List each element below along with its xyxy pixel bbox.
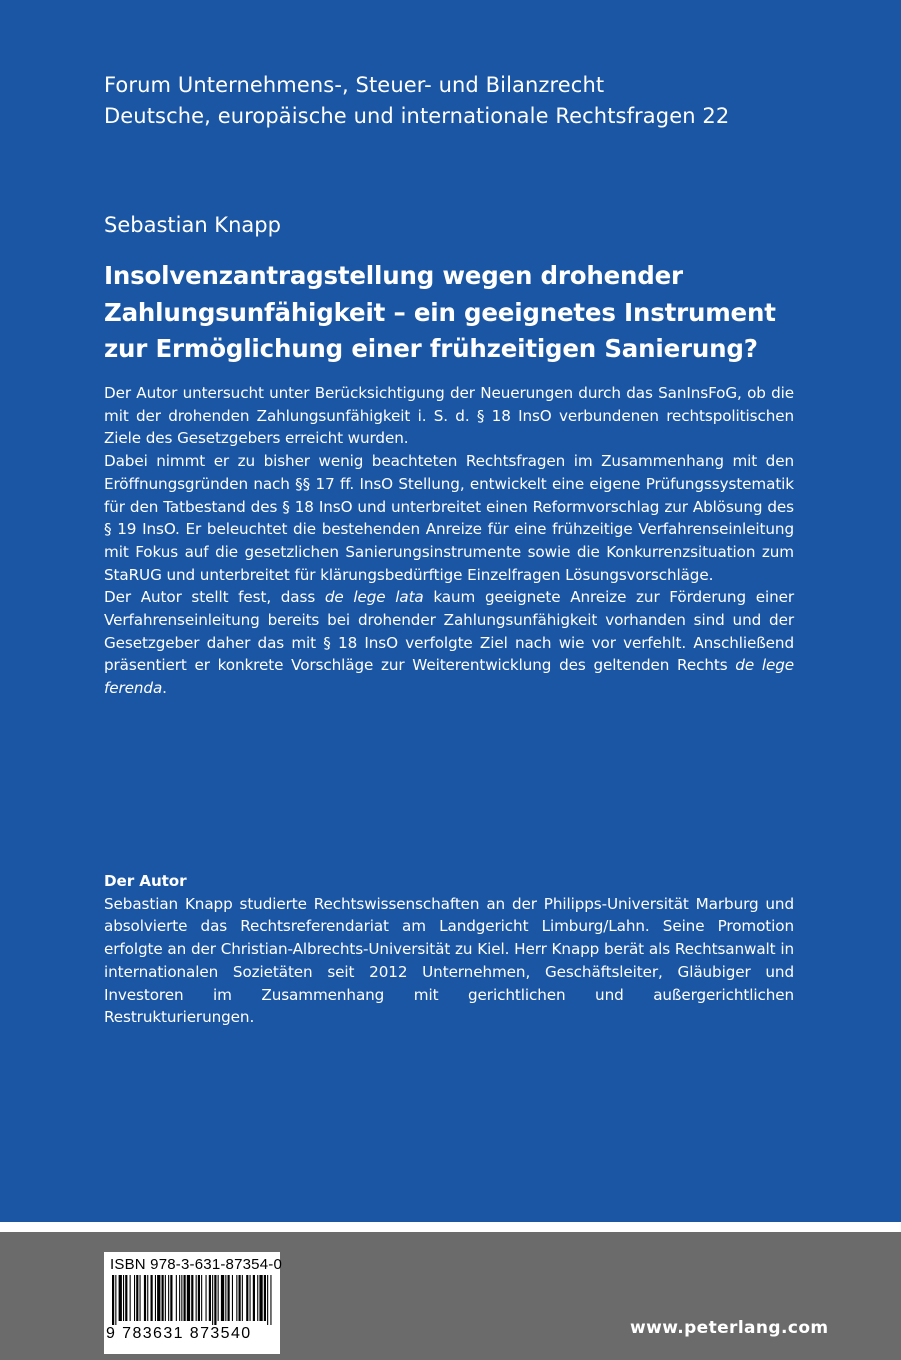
barcode-bar [136,1275,138,1321]
barcode-bar [232,1275,233,1321]
description-paragraph-2: Dabei nimmt er zu bisher wenig beachteten Rechtsfragen im Zusammenhang mit den Eröffnungsgründen nach §§ 17 ff. InsO Stellung, entwickelt eine eigene Prüfungssystematik für den Tatbestand des § 18 InsO und unterbreitet einen Reformvorschlag zur Ablösung des § 19 InsO. Er beleuchtet die bestehenden Anreize für eine frühzeitige Verfahrenseinleitung mit Fokus auf die gesetzlichen Sanierungsinstrumente sowie die Konkurrenzsituation zum StaRUG und unterbreitet für klärungsbedürftige Einzelfragen Lösungsvorschläge. [104,452,794,584]
barcode-bar [130,1275,131,1321]
barcode-bar [264,1275,266,1321]
barcode-bar [225,1275,226,1321]
publisher-website[interactable]: www.peterlang.com [630,1318,829,1338]
barcode-bar [165,1275,166,1321]
barcode-bar [212,1275,213,1325]
barcode-bar [181,1275,182,1321]
barcode-bar [214,1275,216,1325]
barcode-bar [155,1275,156,1321]
barcode-bar [187,1275,190,1321]
title-line-1: Insolvenzantragstellung wegen drohender [104,261,683,290]
barcode-bar [270,1275,271,1325]
author-name: Sebastian Knapp [104,213,281,237]
barcode-bar [140,1275,141,1321]
barcode-bar [209,1275,211,1321]
barcode-bar [184,1275,186,1321]
barcode-bar [179,1275,180,1321]
barcode-bar [236,1275,237,1321]
barcode-bar [267,1275,268,1325]
description-paragraph-3: Der Autor stellt fest, dass de lege lata kaum geeignete Anreize zur Förderung einer Verfahrenseinleitung bereits bei drohender Zahlungsunfähigkeit vorhanden sind und der Gesetzgeber daher das mit § 18 InsO verfolgte Ziel nach wie vor verfehlt. Anschließend präsentiert er konkrete Vorschläge zur Weiterentwicklung des geltenden Rechts de lege ferenda. [104,588,794,698]
description-paragraph-1: Der Autor untersucht unter Berücksichtigung der Neuerungen durch das SanInsFoG, ob die mit der drohenden Zahlungsunfähigkeit i. S. d. § 18 InsO verbundenen rechtspolitischen Ziele des Gesetzgebers erreicht wurden. [104,384,794,448]
latin-term: de lege ferenda [104,656,794,698]
barcode-bar [259,1275,262,1321]
barcode-bar [198,1275,200,1321]
barcode-bar [206,1275,207,1321]
barcode-bar [196,1275,197,1321]
barcode-bar [115,1275,116,1325]
barcode-bar [191,1275,193,1321]
barcode-bar [228,1275,230,1321]
barcode-bar [151,1275,153,1321]
barcode-bar [246,1275,248,1321]
barcode-bar [257,1275,258,1321]
barcode-bar [147,1275,148,1321]
barcode-bar [168,1275,169,1321]
about-author [104,870,794,1029]
barcode-bar [134,1275,135,1321]
barcode-bar [201,1275,202,1321]
about-author-text: Sebastian Knapp studierte Rechtswissenschaften an der Philipps-Universität Marburg und absolvierte das Rechtsreferendariat am Landgericht Limburg/Lahn. Seine Promotion erfolgte an der Christian-Albrechts-Universität zu Kiel. Herr Knapp berät als Rechtsanwalt in internationalen Sozietäten seit 2012 Unternehmen, Geschäftsleiter, Gläubiger und Investoren im Zusammenhang mit gerichtlichen und außergerichtlichen Restrukturierungen. [104,894,794,1027]
barcode-bar [125,1275,127,1321]
about-author-heading: Der Autor [104,872,187,890]
barcode-bar [239,1275,241,1321]
barcode-bar [162,1275,164,1321]
series-title [104,70,729,132]
series-line-2: Deutsche, europäische und internationale Rechtsfragen 22 [104,104,730,128]
barcode-bar [253,1275,255,1321]
book-description [104,382,794,700]
barcode-bar [242,1275,243,1321]
isbn-text: ISBN 978-3-631-87354-0 [110,1256,283,1273]
barcode-bar [221,1275,224,1321]
series-line-1: Forum Unternehmens-, Steuer- und Bilanzrecht [104,73,605,97]
barcode-bar [176,1275,177,1321]
barcode-bar [218,1275,219,1321]
barcode-bar [112,1275,114,1325]
title-line-2: Zahlungsunfähigkeit – ein geeignetes Instrument [104,297,776,327]
title-line-3: zur Ermöglichung einer frühzeitigen Sanierung? [104,334,758,363]
barcode-bar [170,1275,172,1321]
latin-term: de lege lata [324,588,424,607]
barcode-bar [119,1275,122,1321]
barcode-bar [250,1275,251,1321]
barcode-digits: 9 783631 873540 [106,1325,252,1342]
barcode-icon [110,1275,274,1325]
barcode-bar [144,1275,146,1321]
barcode-bar [123,1275,124,1321]
book-title [104,258,804,368]
divider [0,1222,901,1232]
barcode-bar [157,1275,160,1321]
